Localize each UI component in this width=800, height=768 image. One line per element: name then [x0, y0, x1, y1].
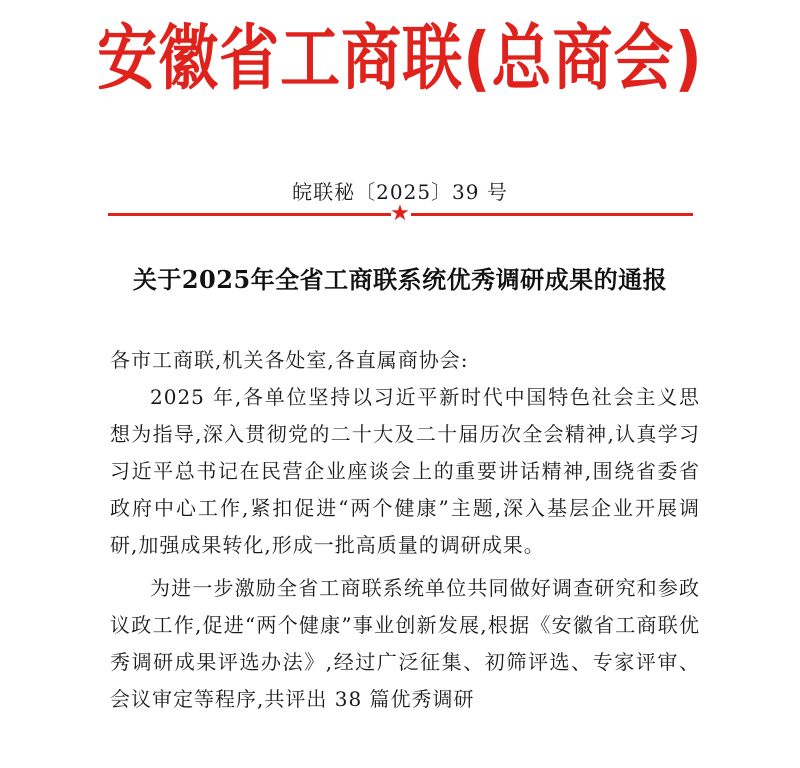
document-number: 皖联秘〔2025〕39 号: [292, 180, 508, 204]
red-divider-right: [411, 213, 693, 216]
body-paragraph-2: 为进一步激励全省工商联系统单位共同做好调查研究和参政议政工作,促进“两个健康”事业创新发展,根据《安徽省工商联优秀调研成果评选办法》,经过广泛征集、初筛评选、专家评审、会议审定等程序,共评出 38 篇优秀调研: [110, 576, 700, 711]
notice-body: [110, 342, 700, 718]
star-icon: ★: [390, 201, 410, 226]
notice-title: 关于2025年全省工商联系统优秀调研成果的通报: [132, 265, 668, 294]
salutation: 各市工商联,机关各处室,各直属商协会:: [110, 348, 469, 372]
body-paragraph-1: 2025 年,各单位坚持以习近平新时代中国特色社会主义思想为指导,深入贯彻党的二十大及二十届历次全会精神,认真学习习近平总书记在民营企业座谈会上的重要讲话精神,围绕省委省政府中心工作,紧扣促进“两个健康”主题,深入基层企业开展调研,加强成果转化,形成一批高质量的调研成果。: [110, 385, 700, 557]
issuing-organization-title: 安徽省工商联(总商会): [97, 17, 703, 101]
red-divider-left: [108, 213, 391, 216]
